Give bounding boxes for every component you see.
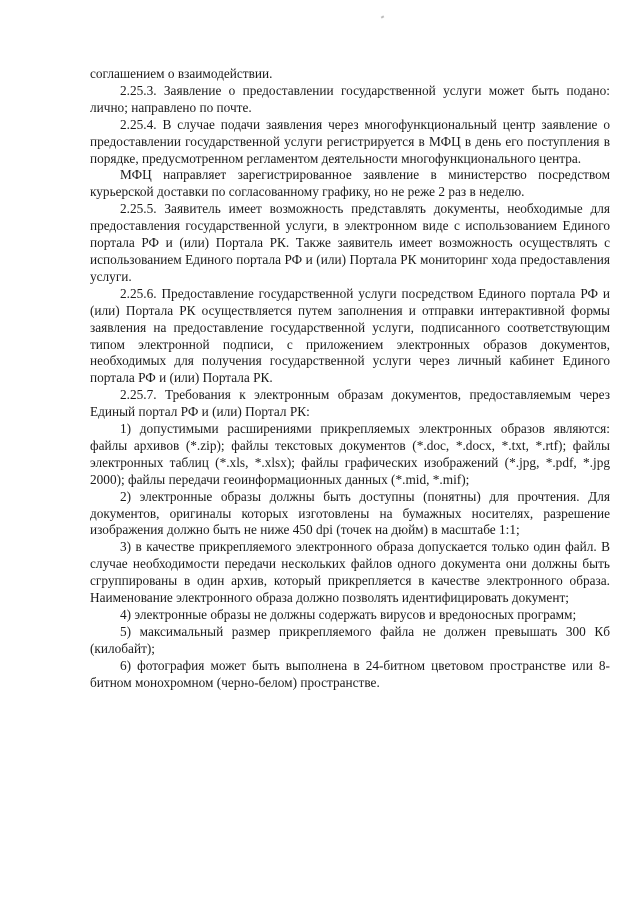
paragraph-continuation: соглашением о взаимодействии.	[90, 66, 273, 81]
list-item-2: 2) электронные образы должны быть доступны (понятны) для прочтения. Для документов, оригиналы которых изготовлены на бумажных носителях, разрешение изображения должно быть не ниже 450 dpi (точек на дюйм) в масштабе 1:1;	[90, 488, 610, 538]
paragraph-2-25-4: 2.25.4. В случае подачи заявления через многофункциональный центр заявление о предоставлении государственной услуги регистрируется в МФЦ в день его поступления в порядке, предусмотренном регламентом деятельности многофункционального центра.	[90, 116, 610, 166]
scan-mark	[381, 15, 385, 18]
paragraph-2-25-6: 2.25.6. Предоставление государственной услуги посредством Единого портала РФ и (или) Портала РК осуществляется путем заполнения и отправки интерактивной формы заявления на предоставление государственной услуги, подписанного соответствующим типом электронной подписи, с приложением электронных образов документов, необходимых для получения государственной услуги через личный кабинет Единого портала РФ и (или) Портала РК.	[90, 285, 610, 386]
list-item-4: 4) электронные образы не должны содержать вирусов и вредоносных программ;	[120, 607, 577, 622]
list-item-6: 6) фотография может быть выполнена в 24-битном цветовом пространстве или 8-битном монохромном (черно-белом) пространстве.	[90, 657, 610, 690]
list-item-5: 5) максимальный размер прикрепляемого файла не должен превышать 300 Кб (килобайт);	[90, 623, 610, 656]
paragraph-2-25-7: 2.25.7. Требования к электронным образам документов, предоставляемым через Единый портал РФ и (или) Портал РК:	[90, 387, 610, 420]
paragraph-mfc: МФЦ направляет зарегистрированное заявление в министерство посредством курьерской доставки по согласованному графику, но не реже 2 раз в неделю.	[90, 167, 610, 200]
list-item-1: 1) допустимыми расширениями прикрепляемых электронных образов являются: файлы архивов (*.zip); файлы текстовых документов (*.doc, *.docx, *.txt, *.rtf); файлы электронных таблиц (*.xls, *.xlsx); файлы графических изображений (*.jpg, *.pdf, *.jpg 2000); файлы передачи геоинформационных данных (*.mid, *.mif);	[90, 421, 610, 487]
list-item-3: 3) в качестве прикрепляемого электронного образа допускается только один файл. В случае необходимости передачи нескольких файлов одного документа они должны быть сгруппированы в один архив, который прикрепляется в качестве электронного образа. Наименование электронного образа должно позволять идентифицировать документ;	[90, 539, 610, 606]
document-page	[90, 66, 610, 692]
paragraph-2-25-5: 2.25.5. Заявитель имеет возможность представлять документы, необходимые для предоставления государственной услуги, в электронном виде с использованием Единого портала РФ и (или) Портала РК. Также заявитель имеет возможность осуществлять с использованием Единого портала РФ и (или) Портала РК мониторинг хода предоставления услуги.	[90, 201, 610, 284]
paragraph-2-25-3: 2.25.3. Заявление о предоставлении государственной услуги может быть подано: лично; направлено по почте.	[90, 82, 610, 115]
